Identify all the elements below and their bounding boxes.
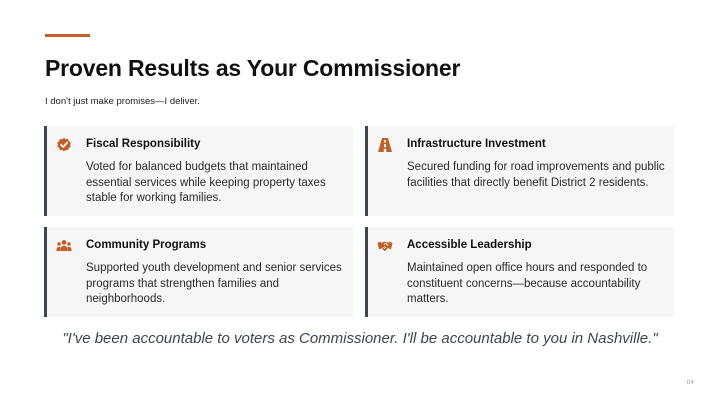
card-body: Supported youth development and senior services programs that strengthen families and neighborhoods. [86,262,342,305]
card-title: Accessible Leadership [407,239,532,251]
card-community-programs [44,227,353,317]
handshake-icon [377,238,393,254]
title-accent-bar [45,34,90,37]
check-badge-icon [56,137,72,153]
road-icon [377,137,393,153]
card-title: Infrastructure Investment [407,138,546,150]
card-title: Fiscal Responsibility [86,138,201,150]
card-title: Community Programs [86,239,207,251]
card-body: Maintained open office hours and responded to constituent concerns—because accountability matters. [407,262,648,305]
page-number: 04 [686,379,694,386]
slide-title: Proven Results as Your Commissioner [45,55,461,81]
card-body: Voted for balanced budgets that maintained essential services while keeping property taxes stable for working families. [86,161,326,204]
card-fiscal-responsibility [44,126,353,216]
card-body: Secured funding for road improvements and public facilities that directly benefit District 2 residents. [407,161,665,189]
closing-quote: "I've been accountable to voters as Commissioner. I'll be accountable to you in Nashville." [62,330,658,347]
people-group-icon [56,238,72,254]
card-infrastructure-investment [365,126,674,216]
slide-subtitle: I don't just make promises—I deliver. [45,96,200,107]
card-accessible-leadership [365,227,674,317]
